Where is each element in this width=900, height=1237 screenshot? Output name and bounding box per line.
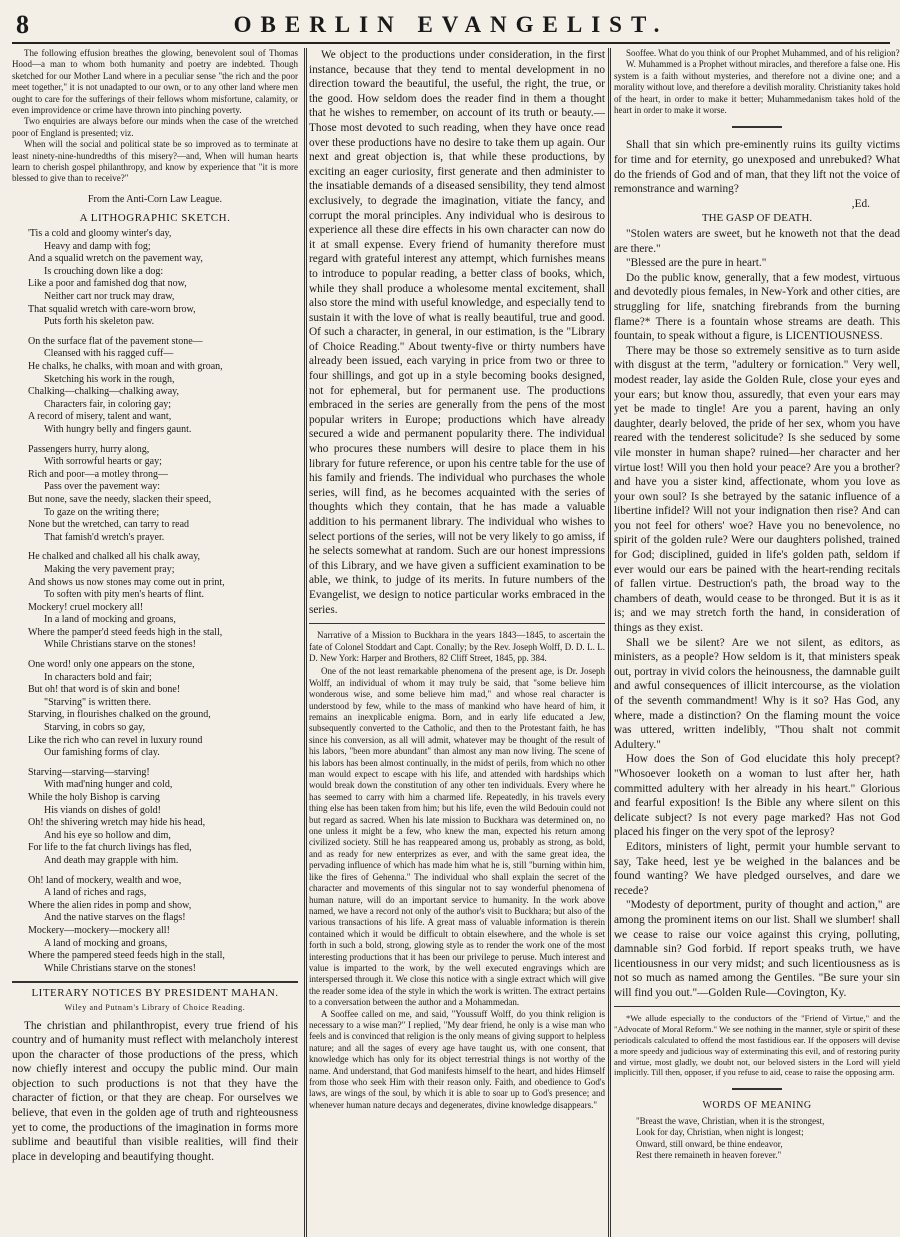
poem-line: Passengers hurry, hurry along, (28, 443, 150, 455)
poem-line: Where the alien rides in pomp and show, (28, 899, 192, 911)
section-divider (12, 981, 298, 983)
poem-line: Characters fair, in coloring gay; (44, 398, 172, 410)
poem-line: None but the wretched, can tarry to read (28, 519, 190, 531)
poem-line: "Starving" is written there. (44, 696, 152, 708)
poem-line: Oh! the shivering wretch may hide his head, (28, 817, 206, 829)
poem-line: That squalid wretch with care-worn brow, (28, 303, 196, 315)
poem-line: Starving, in flourishes chalked on the ground, (28, 709, 211, 721)
intro-paragraph: Two enquiries are always before our minds when the case of the wretched poor of England is presented; viz. (12, 116, 298, 138)
gasp-paragraph: Do the public know, generally, that a few modest, virtuous and devotedly pious females, in New-York and other cities, are struggling for life, snatching firebrands from the burning flame?* There is a fountain whose streams are death. This fountain, to speak without a figure, is LICENTIOUSNESS. (614, 271, 900, 343)
column-3 (614, 48, 900, 1237)
notices-paragraph: The christian and philanthropist, every true friend of his country and of humanity must reflect with melancholy interest upon the character of those productions of the press, which now chiefly interest and occupy the public mind. Our main objection to such productions is not that they have the character of fiction, or that they are cheap. For ourselves we believe, that even in the golden age of truth and righteousness yet to come, the productions of the imagination in forms more sublime and beautiful than visible realities, will find their place in developing and beautifying thought. (12, 1019, 298, 1163)
column-1 (12, 48, 298, 1237)
poem-line: With sorrowful hearts or gay; (44, 456, 162, 468)
poem-line: 'Tis a cold and gloomy winter's day, (28, 228, 172, 240)
poem-line: Puts forth his skeleton paw. (44, 316, 155, 328)
poem-line: He chalked and chalked all his chalk away, (28, 551, 201, 563)
gasp-paragraph: Editors, ministers of light, permit your humble servant to say, Take heed, lest ye be weighed in the balances and be found wanting? We have pledged ourselves, and dare we recede? (614, 840, 900, 897)
stanza-gap (28, 760, 298, 767)
footnote: *We allude especially to the conductors of the "Friend of Virtue," and the "Advocate of Moral Reform." We see nothing in the manner, style or spirit of these periodicals calculated to offend the most fastidious ear. If the opposers will devise a more speedy and judicious way of exterminating this evil, and of restoring purity and virtue, most gladly, we doubt not, our beloved sisters in the Lord will yield implicitly. Till then, opposer, if you refuse to aid, cease to raise the opposing arm. (614, 1013, 900, 1078)
poem-line: Neither cart nor truck may draw, (44, 291, 175, 303)
stanza-gap (28, 652, 298, 659)
words-line: Onward, still onward, be thine endeavor, (636, 1138, 783, 1149)
notices-title: LITERARY NOTICES BY PRESIDENT MAHAN. (31, 987, 279, 1000)
stanza-gap (28, 329, 298, 336)
poem-line: A land of riches and rags, (44, 887, 147, 899)
poem-line: Mockery—mockery—mockery all! (28, 924, 170, 936)
poem-line: Chalking—chalking—chalking away, (28, 386, 179, 398)
section-divider (614, 1006, 900, 1007)
gasp-paragraph: How does the Son of God elucidate this holy precept? "Whosoever looketh on a woman to lust after her, hath committed adultery with her already in his heart." Glorious and fearful exposition! Is the Bible any where silent on this delicate subject? Is not every page marked? Has not God placed his finger on the very spot of the leprosy? (614, 753, 900, 839)
poem-line: With hungry belly and fingers gaunt. (44, 423, 192, 435)
poem-line: While the holy Bishop is carving (28, 792, 160, 803)
poem-line: Where the pamper'd steed feeds high in the stall, (28, 626, 223, 638)
poem-line: Like the rich who can revel in luxury round (28, 734, 203, 746)
poem-line: Mockery! cruel mockery all! (28, 601, 144, 613)
review-paragraph: One of the not least remarkable phenomena of the present age, is Dr. Joseph Wolff, an individual of whom it may truly be said, that "some believe him wonderous wise, and some believe him mad," and whose real character is understood by few, while to the mass of mankind who have heard of him, it remains an inexplicable enigma. Born, and in early life educated a Jew, subsequently converted to the Catholic, and then to the Protestant faith, he has since his conversion, as all will admit, whatever may be thought of the result of his labors, "been more abundant" than almost any man now living. The scene of his labors has been almost continually, in the midst of perils, from which no other man would expect to escape with his life, and attended with hardships which would break down the constitution of any other ten individuals. Every where he has seemed to carry with him a charmed life. Repeatedly, in his travels every thing else has been taken from him; but his life, even the wild Bedouin could not but regard as sacred. When his late mission to Buckhara was determined on, no one unless it might be a few, who knew the man, expected his return among civilized society. Still he has reappeared among us, probably as strong, as bold, and as ready for new enterprizes as ever, and with the same great idea, the pervading influence of which has made him what he is, still "burning within him, like the fires of Gehenna." The individual who shall explain the secret of the character and movements of this singular not to say wonderful phenomena of human nature, will do an important service to humanity. In the work above named, we have a record not only of the author's visit to Buckhara; but also of the various transactions of his life. A great mass of valuable information is therein contained which it would be difficult to obtain elsewhere, and the whole is set forth in such a bold, strong, glowing style as to render the work one of the most interesting productions that it has been our privilege to peruse. Much interest and value is imparted to the work, by the well executed engravings which are interspersed through it. We close this notice with a single extract which will give the reader some idea of the style in which the work is written. The extract pertains to a conversation between the author and a Mohammedan. (309, 666, 605, 1008)
page-number: 8 (16, 10, 29, 39)
poem-line: That famish'd wretch's prayer. (44, 531, 165, 543)
dialog-line: Sooffee. What do you think of our Prophet Muhammed, and of his religion? (626, 48, 900, 58)
newspaper-title: OBERLIN EVANGELIST. (233, 12, 669, 37)
notices-subtitle: Wiley and Putnam's Library of Choice Reading. (64, 1002, 246, 1012)
poem-line: Cleansed with his ragged cuff— (44, 348, 174, 360)
poem-title: A LITHOGRAPHIC SKETCH. (79, 212, 231, 225)
poem-source: From the Anti-Corn Law League. (87, 193, 223, 205)
words-line: Rest there remaineth in heaven forever." (636, 1150, 782, 1161)
library-paragraph: We object to the productions under consideration, in the first instance, because that they tend to mental development in no direction toward the beautiful, the useful, the right, the true, or the good. How seldom does the reader find in them a thought that he wishes to remember, on account of its truth or beauty.—Those most devoted to such reading, when they have once read over these productions have no desire to take them up again. Our next and great objection is, that while these productions, by exciting an eager curiosity, first generate and then administer to the insatiable demands of a diseased sensibility, they tend almost exclusively, to degrade the imagination, vitiate the fancy, and corrupt the moral principles. Any individual who is desirous to experience all these dire effects in his own character can now do it at small expense. Every friend of humanity therefore must regard with grateful interest any attempt, which furnishes means to introduce to popular reading, a better class of books, which, while they shall produce a wholesome mental excitement, shall also store the mind with useful knowledge, and especially tend to sustain it with the love of what is really beautiful, true and good. Of such a character, in general, in our estimation, is the "Library of Choice Reading." About twenty-five or thirty numbers have already been issued, each varying in price from two or three to four shillings, and got up in a style becoming books designed, not for ephemeral, but for permanent use. The productions embraced in the series are generally from the pens of the most popular writers in Europe; productions which have already secured a wide and permanent popularity there. The individual who procures these numbers will desire to place them in his library for future reference, or upon his centre table for the use of his family and friends. The individual who purchases the whole series, will find, as he becomes acquainted with the series of thoughts which they contain, that he has made a valuable addition to his permanent library. The individual who wishes to select portions of the series, will not be very likely to go amiss, if he selects somewhat at random. Such are our honest impressions of this Library, and we have given a sufficient examination to be able, we think, to judge of its merits. In future numbers of the Evangelist, we design to notice particular works embraced in the series. (309, 49, 605, 616)
poem-line: While Christians starve on the stones! (44, 639, 196, 651)
poem-line: To soften with pity men's hearts of flint. (44, 589, 204, 601)
poem-line: A land of mocking and groans, (44, 937, 168, 949)
poem-line: But none, save the needy, slacken their speed, (28, 493, 212, 505)
poem-line: Oh! land of mockery, wealth and woe, (28, 874, 182, 886)
review-extract: A Sooffee called on me, and said, "Youssuff Wolff, do you think religion is necessary to a wise man?" I replied, "My dear friend, he only is a wise man who feels and is convinced that religion is the only means of giving support to helpless nature; and all the sages of every age have taught us, with one consent, that knowledge which has only for its object terrestrial things is not worthy of the name. And understand, that God manifests himself to the heart, and hides Himself from those who seek Him with their reason only. Faith, and obedience to God's laws, are wings of the soul, by which it is able to soar up to God's presence; and whenever human nature decays and degenerates, divine knowledge disappears." (309, 1008, 605, 1110)
poem-line: One word! only one appears on the stone, (28, 659, 195, 671)
poem-lithographic-sketch (12, 228, 298, 975)
words-line: Look for day, Christian, when night is longest; (636, 1127, 804, 1138)
poem-line: Heavy and damp with fog; (44, 240, 151, 252)
intro-paragraph: When will the social and political state be so improved as to terminate at least ninety-nine-hundredths of this misery?—and, When will human hearts learn to cherish gospel philanthropy, and know by experience that "it is more blessed to give than to receive?" (12, 139, 298, 184)
section-divider (732, 126, 782, 128)
poem-line: And a squalid wretch on the pavement way, (28, 253, 203, 265)
poem-line: Is crouching down like a dog: (44, 265, 164, 277)
editorial-paragraph: Shall that sin which pre-eminently ruins its guilty victims for time and for eternity, go unexposed and unrebuked? What do the friends of God and of man, that they lift not the voice of remonstrance and warning? (614, 139, 900, 196)
words-title: WORDS OF MEANING (702, 1100, 812, 1112)
poem-line: While Christians starve on the stones! (44, 962, 196, 974)
gasp-title: THE GASP OF DEATH. (701, 212, 813, 225)
poem-line: And shows us now stones may come out in print, (28, 576, 225, 588)
poem-line: Making the very pavement pray; (44, 563, 175, 575)
stanza-gap (28, 544, 298, 551)
poem-line: With mad'ning hunger and cold, (44, 779, 173, 791)
poem-line: Starving—starving—starving! (28, 766, 150, 778)
poem-line: For life to the fat church livings has fled, (28, 842, 192, 854)
words-line: "Breast the wave, Christian, when it is the strongest, (636, 1115, 825, 1126)
poem-line: And his eye so hollow and dim, (44, 829, 171, 841)
intro-paragraph: The following effusion breathes the glowing, benevolent soul of Thomas Hood—a man to whom both humanity and poetry are indebted. Though sketched for our Mother Land where in a peculiar sense "the rich and the poor meet together," it is not unadapted to our own, or to any other land where men ought to care for the sufferings of their fellows whom misfortune, calamity, or even improvidence or crime have thrown into pinching poverty. (12, 48, 298, 116)
gasp-paragraph: There may be those so extremely sensitive as to turn aside with disgust at the term, "adultery or fornication." Very well, modest reader, lay aside the Golden Rule, close your eyes and your ears; but know thou, assuredly, that even your ears may yet be made to tingle! Are you a parent, having an only daughter, dearly beloved, the pride of her sex, whom you have reared with the tenderest solicitude? Is she seduced by some vile monster in human shape? ruined—her character and her virtue lost! Will you then hold your peace? Are you a brother? and have you a sister kind, affectionate, whom you love as your own soul? Is she betrayed by the satanic influence of a libertine infidel? Will not your indignation then rise? And can you not feel for others' woe? Have you no benevolence, no spirit of the golden rule? Were our daughters polished, trained for God; disciplined, guided in life's golden path, seldom if ever would our ears be pained with the heart-rending recitals of fallen virtue. Destruction's path, the broad way to the chambers of death, would cease to be thronged. But it is as it is; and we may stretch forth the hand, in consideration of things as they exist. (614, 344, 900, 635)
section-divider (309, 623, 605, 624)
poem-line: Our famishing forms of clay. (44, 747, 160, 759)
gasp-paragraph: "Modesty of deportment, purity of thought and action," are among the prominent items on our list. Shall we slumber! shall we cease to raise our voice against this crying, polluting, damnable sin? God forbid. If report speaks truth, we have licentiousness in our very midst; and such licentiousness as is not so much as named among the Gentiles. "Be sure your sin will find you out."—Golden Rule—Covington, Ky. (614, 899, 900, 999)
poem-line: Rich and poor—a motley throng— (28, 468, 168, 480)
poem-line: Pass over the pavement way: (44, 481, 161, 493)
column-2 (309, 48, 605, 1237)
poem-line: And the native starves on the flags! (44, 912, 186, 924)
poem-line: Like a poor and famished dog that now, (28, 278, 187, 290)
poem-line: On the surface flat of the pavement stone— (28, 335, 203, 347)
poem-line: But oh! that word is of skin and bone! (28, 684, 181, 696)
poem-line: A record of misery, talent and want, (28, 411, 172, 423)
poem-line: He chalks, he chalks, with moan and with groan, (28, 361, 223, 372)
poem-line: Sketching his work in the rough, (44, 373, 175, 385)
stanza-gap (28, 437, 298, 444)
poem-line: In a land of mocking and groans, (44, 614, 176, 626)
gasp-paragraph: "Stolen waters are sweet, but he knoweth not that the dead are there." (614, 228, 900, 255)
poem-line: In characters bold and fair; (44, 671, 152, 683)
poem-line: Starving, in cobrs so gay, (44, 722, 146, 734)
gasp-paragraph: Shall we be silent? Are we not silent, as editors, as ministers, as a people? How seldom is it, that ministers speak out, portray in vivid colors the heinousness, the damnable guilt and awful consequences of illicit intercourse, as the violation of the seventh commandment! Why is it so? Has God, any where, made a distinction? On the flaming mount the voice was uttered, written indelibly, "Thou shalt not commit Adultery." (614, 636, 900, 751)
section-divider (732, 1088, 782, 1090)
editorial-signature: ,Ed. (851, 197, 870, 210)
review-heading: Narrative of a Mission to Buckhara in the years 1843—1845, to ascertain the fate of Colonel Stoddart and Capt. Conally; by the Rev. Joseph Wolff, D. D. L. L. D. New York: Harper and Brothers, 82 Cliff Street, 1845, pp. 384. (309, 630, 605, 663)
masthead (12, 8, 890, 44)
gasp-paragraph: "Blessed are the pure in heart." (626, 257, 767, 270)
poem-line: And death may grapple with him. (44, 854, 179, 866)
stanza-gap (28, 868, 298, 875)
poem-line: Where the pampered steed feeds high in the stall, (28, 950, 225, 962)
poem-line: To gaze on the writing there; (44, 506, 160, 518)
dialog-line: W. Muhammed is a Prophet without miracles, and therefore a false one. His system is a faith without mysteries, and therefore not a divine one; and a morality without love, and therefore a devilish morality. Christianity takes hold of the heart, in order to make it better; Muhammedanism takes hold of the heart in order to make it worse. (614, 59, 900, 116)
poem-line: His viands on dishes of gold! (44, 804, 161, 816)
